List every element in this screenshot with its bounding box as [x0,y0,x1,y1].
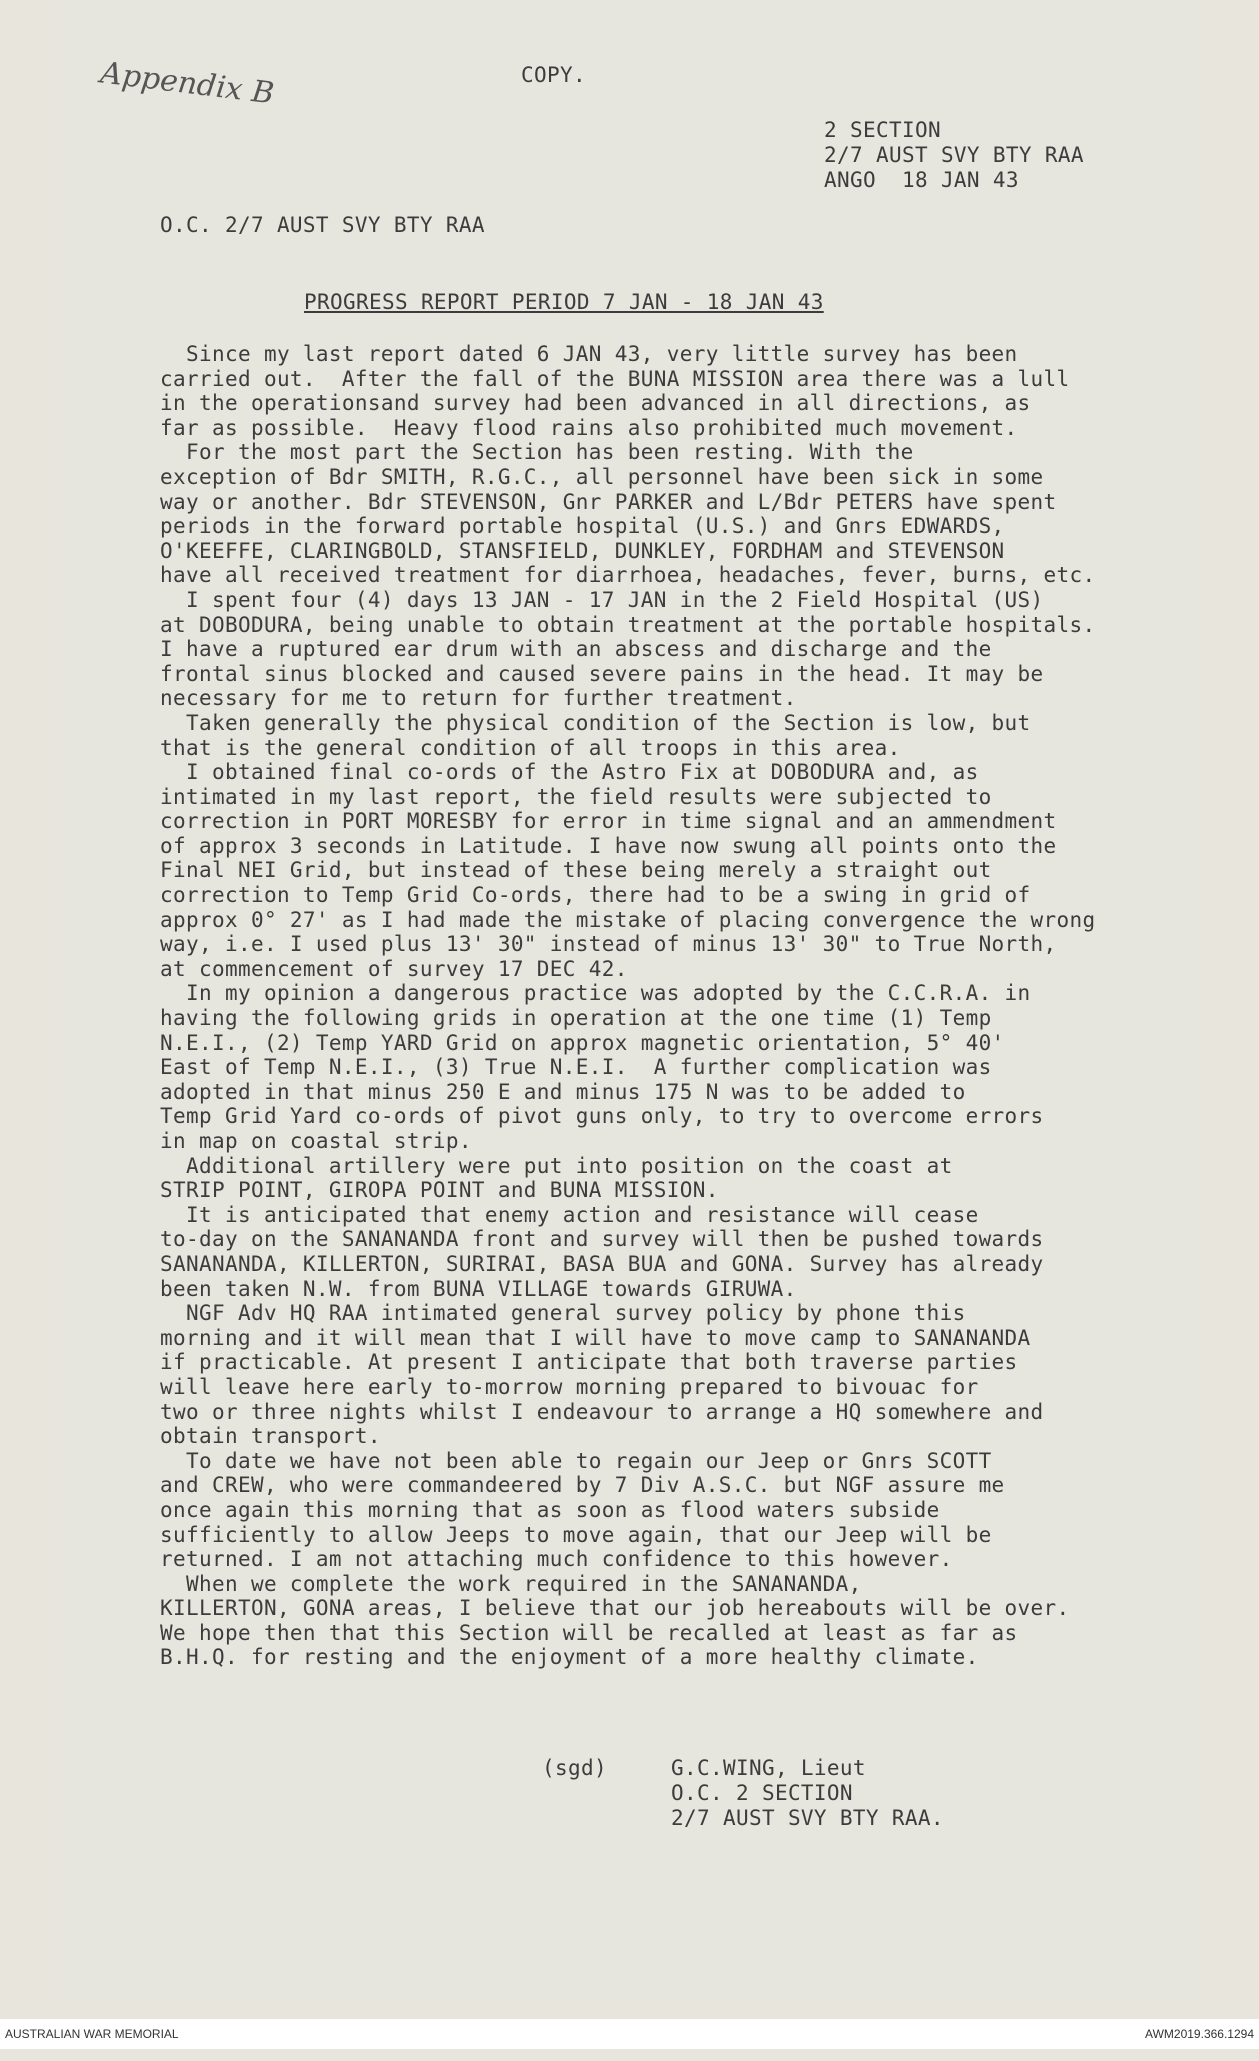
sgd-mark: (sgd) [542,1756,607,1780]
footer-bar [0,2019,1259,2049]
body-line: I spent four (4) days 13 JAN - 17 JAN in the 2 Field Hospital (US) [160,587,1044,612]
signature-line: O.C. 2 SECTION [671,1781,853,1805]
body-line: Additional artillery were put into position on the coast at [160,1153,953,1178]
body-line: once again this morning that as soon as flood waters subside [160,1497,940,1522]
body-line: For the most part the Section has been resting. With the [160,440,914,465]
body-line: way, i.e. I used plus 13' 30" instead of minus 13' 30" to True North, [160,932,1057,957]
body-line: will leave here early to-morrow morning prepared to bivouac for [160,1374,979,1399]
body-line: obtain transport. [160,1424,381,1449]
body-line: periods in the forward portable hospital (U.S.) and Gnrs EDWARDS, [160,514,1005,539]
body-line: and CREW, who were commandeered by 7 Div A.S.C. but NGF assure me [160,1473,1005,1498]
body-line: if practicable. At present I anticipate that both traverse parties [160,1350,1018,1375]
signature-line: 2/7 AUST SVY BTY RAA. [671,1806,944,1830]
body-line: of approx 3 seconds in Latitude. I have now swung all points onto the [160,833,1057,858]
body-line: returned. I am not attaching much confidence to this however. [160,1547,953,1572]
body-line: carried out. After the fall of the BUNA MISSION area there was a lull [160,366,1070,391]
body-line: frontal sinus blocked and caused severe pains in the head. It may be [160,661,1044,686]
body-line: two or three nights whilst I endeavour to arrange a HQ somewhere and [160,1399,1044,1424]
report-body [160,342,1096,1670]
body-line: It is anticipated that enemy action and resistance will cease [160,1202,979,1227]
copy-heading: COPY. [521,63,586,87]
body-line: at DOBODURA, being unable to obtain treatment at the portable hospitals. [160,612,1096,637]
footer-accession-number: AWM2019.366.1294 [1145,2027,1254,2041]
body-line: I have a ruptured ear drum with an abscess and discharge and the [160,637,992,662]
body-line: In my opinion a dangerous practice was adopted by the C.C.R.A. in [160,981,1031,1006]
body-line: exception of Bdr SMITH, R.G.C., all personnel have been sick in some [160,464,1044,489]
body-line: been taken N.W. from BUNA VILLAGE towards GIRUWA. [160,1276,797,1301]
body-line: adopted in that minus 250 E and minus 175 N was to be added to [160,1079,966,1104]
body-line: in the operationsand survey had been advanced in all directions, as [160,391,1031,416]
body-line: necessary for me to return for further treatment. [160,686,797,711]
body-line: morning and it will mean that I will have to move camp to SANANANDA [160,1325,1031,1350]
report-title: PROGRESS REPORT PERIOD 7 JAN - 18 JAN 43 [304,290,824,314]
body-line: Taken generally the physical condition of the Section is low, but [160,710,1031,735]
body-line: Since my last report dated 6 JAN 43, very little survey has been [160,342,1018,366]
body-line: in map on coastal strip. [160,1129,472,1153]
body-line: KILLERTON, GONA areas, I believe that our job hereabouts will be over. [160,1596,1070,1621]
signature-line: G.C.WING, Lieut [671,1756,866,1780]
header-line: 2/7 AUST SVY BTY RAA [824,143,1084,167]
body-line: Final NEI Grid, but instead of these being merely a straight out [160,858,992,883]
body-line: correction in PORT MORESBY for error in time signal and an ammendment [160,809,1057,834]
body-line: O'KEEFFE, CLARINGBOLD, STANSFIELD, DUNKLEY, FORDHAM and STEVENSON [160,538,1005,563]
header-line: 2 SECTION [824,118,941,142]
body-line: When we complete the work required in the SANANANDA, [160,1571,862,1596]
header-line: ANGO 18 JAN 43 [824,168,1019,192]
handwritten-annotation: Appendix B [98,55,276,112]
body-line: Temp Grid Yard co-ords of pivot guns only, to try to overcome errors [160,1104,1044,1129]
body-line: that is the general condition of all troops in this area. [160,735,901,760]
body-line: far as possible. Heavy flood rains also prohibited much movement. [160,415,1018,440]
body-line: To date we have not been able to regain our Jeep or Gnrs SCOTT [160,1448,992,1473]
footer-credit: AUSTRALIAN WAR MEMORIAL [5,2027,179,2041]
body-line: NGF Adv HQ RAA intimated general survey policy by phone this [160,1301,966,1326]
body-line: We hope then that this Section will be recalled at least as far as [160,1620,1018,1645]
body-line: SANANANDA, KILLERTON, SURIRAI, BASA BUA and GONA. Survey has already [160,1251,1044,1276]
body-line: having the following grids in operation at the one time (1) Temp [160,1006,992,1031]
body-line: B.H.Q. for resting and the enjoyment of a more healthy climate. [160,1645,979,1670]
body-line: at commencement of survey 17 DEC 42. [160,956,628,981]
body-line: correction to Temp Grid Co-ords, there had to be a swing in grid of [160,883,1031,908]
body-line: approx 0° 27' as I had made the mistake of placing convergence the wrong [160,907,1096,932]
body-line: East of Temp N.E.I., (3) True N.E.I. A further complication was [160,1055,992,1080]
body-line: intimated in my last report, the field results were subjected to [160,784,992,809]
body-line: STRIP POINT, GIROPA POINT and BUNA MISSION. [160,1178,719,1203]
body-line: N.E.I., (2) Temp YARD Grid on approx magnetic orientation, 5° 40' [160,1030,1005,1055]
body-line: way or another. Bdr STEVENSON, Gnr PARKER and L/Bdr PETERS have spent [160,489,1057,514]
addressee: O.C. 2/7 AUST SVY BTY RAA [160,213,485,237]
body-line: I obtained final co-ords of the Astro Fix at DOBODURA and, as [160,760,979,785]
body-line: to-day on the SANANANDA front and survey will then be pushed towards [160,1227,1044,1252]
body-line: sufficiently to allow Jeeps to move again, that our Jeep will be [160,1522,992,1547]
body-line: have all received treatment for diarrhoea, headaches, fever, burns, etc. [160,563,1096,588]
